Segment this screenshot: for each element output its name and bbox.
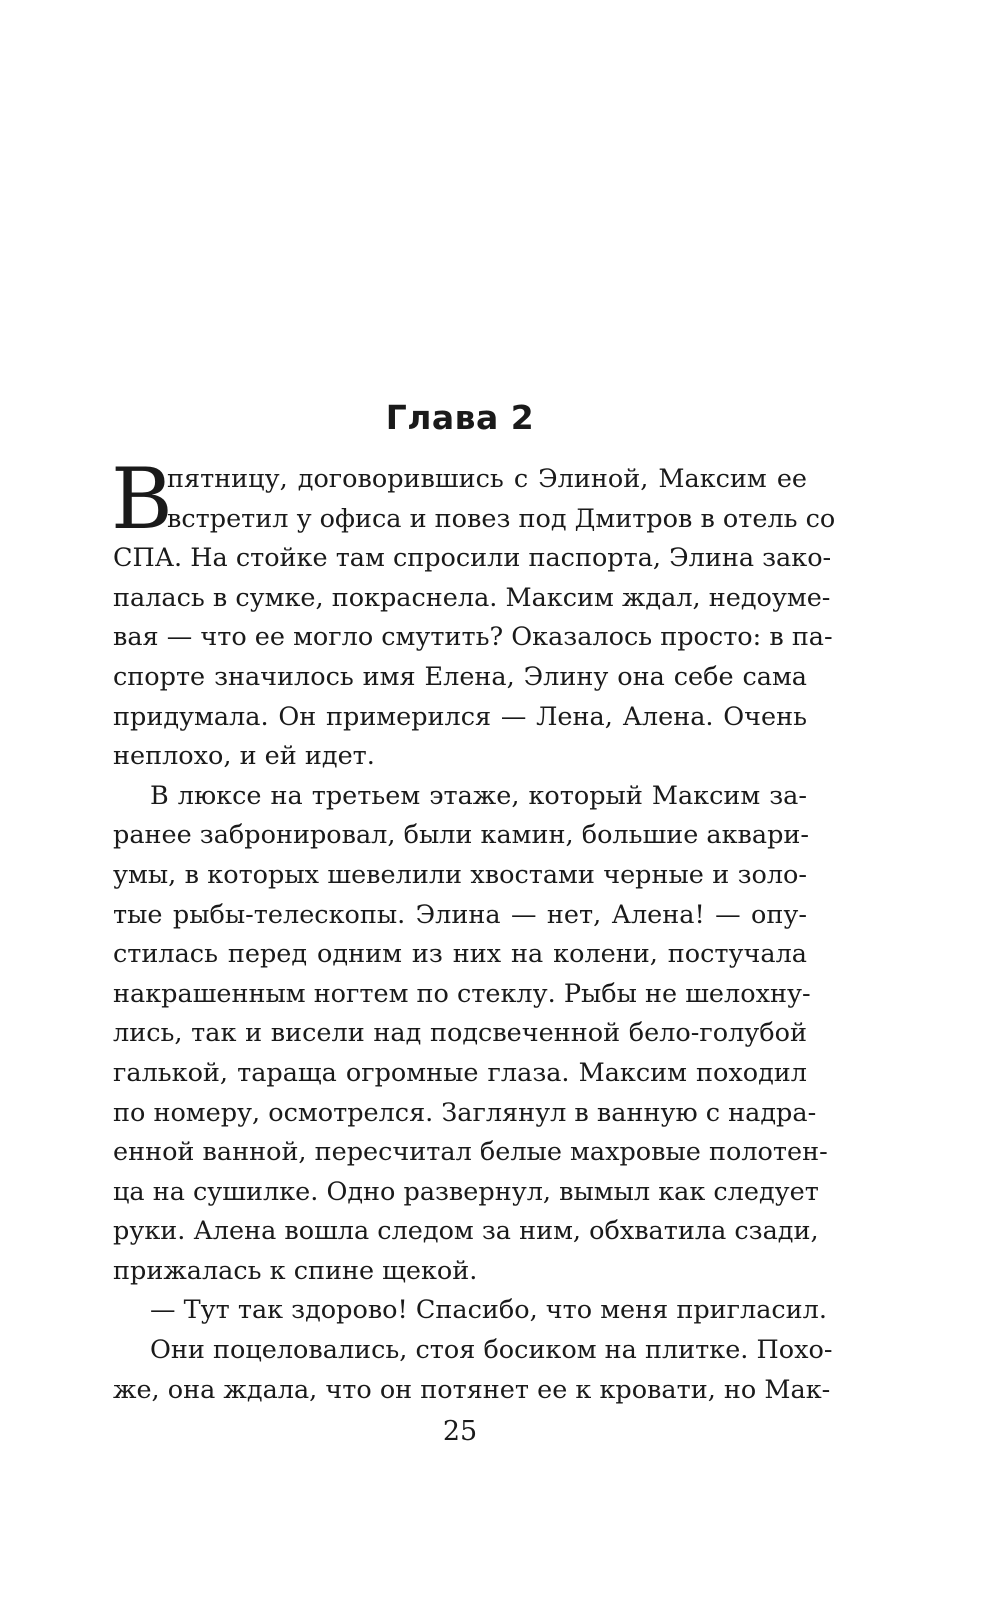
text-line: пятницу, договорившись с Элиной, Максим ее bbox=[167, 464, 807, 494]
text-line: — Тут так здорово! Спасибо, что меня пригласил. bbox=[150, 1295, 827, 1326]
paragraph bbox=[111, 450, 836, 777]
text-line: по номеру, осмотрелся. Заглянул в ванную с надра- bbox=[113, 1097, 817, 1128]
text-line: палась в сумке, покраснела. Максим ждал, недоуме- bbox=[113, 582, 831, 613]
text-line: вая — что ее могло смутить? Оказалось просто: в па- bbox=[113, 622, 833, 653]
drop-cap: В bbox=[111, 450, 173, 548]
text-line: галькой, тараща огромные глаза. Максим походил bbox=[113, 1057, 807, 1088]
text-line: лись, так и висели над подсвеченной бело-голубой bbox=[113, 1018, 807, 1049]
text-line: же, она ждала, что он потянет ее к кровати, но Мак- bbox=[113, 1374, 831, 1405]
text-line: накрашенным ногтем по стеклу. Рыбы не шелохну- bbox=[113, 978, 811, 1009]
paragraph bbox=[113, 777, 828, 1292]
paragraph bbox=[113, 1331, 833, 1410]
text-line: ца на сушилке. Одно развернул, вымыл как следует bbox=[113, 1176, 819, 1207]
text-line: прижалась к спине щекой. bbox=[113, 1255, 478, 1286]
text-line: неплохо, и ей идет. bbox=[113, 741, 375, 772]
text-line: встретил у офиса и повез под Дмитров в отель со bbox=[167, 503, 836, 534]
text-line: придумала. Он примерился — Лена, Алена. Очень bbox=[113, 701, 807, 732]
text-line: стилась перед одним из них на колени, постучала bbox=[113, 939, 807, 970]
text-line: ранее забронировал, были камин, большие аквари- bbox=[113, 820, 810, 851]
text-line: тые рыбы-телескопы. Элина — нет, Алена! — опу- bbox=[113, 899, 807, 930]
body-text bbox=[111, 450, 836, 1410]
text-line: Они поцеловались, стоя босиком на плитке. Похо- bbox=[150, 1335, 833, 1366]
text-line: СПА. На стойке там спросили паспорта, Элина зако- bbox=[113, 543, 832, 574]
text-line: спорте значилось имя Елена, Элину она себе сама bbox=[113, 661, 807, 692]
text-line: В люксе на третьем этаже, который Максим за- bbox=[150, 780, 807, 811]
text-line: руки. Алена вошла следом за ним, обхватила сзади, bbox=[113, 1216, 819, 1247]
page-number: 25 bbox=[442, 1416, 478, 1447]
text-line: енной ванной, пересчитал белые махровые полотен- bbox=[113, 1137, 828, 1168]
paragraph bbox=[113, 1291, 827, 1331]
text-line: умы, в которых шевелили хвостами черные и золо- bbox=[113, 859, 807, 890]
chapter-title: Глава 2 bbox=[385, 398, 535, 437]
